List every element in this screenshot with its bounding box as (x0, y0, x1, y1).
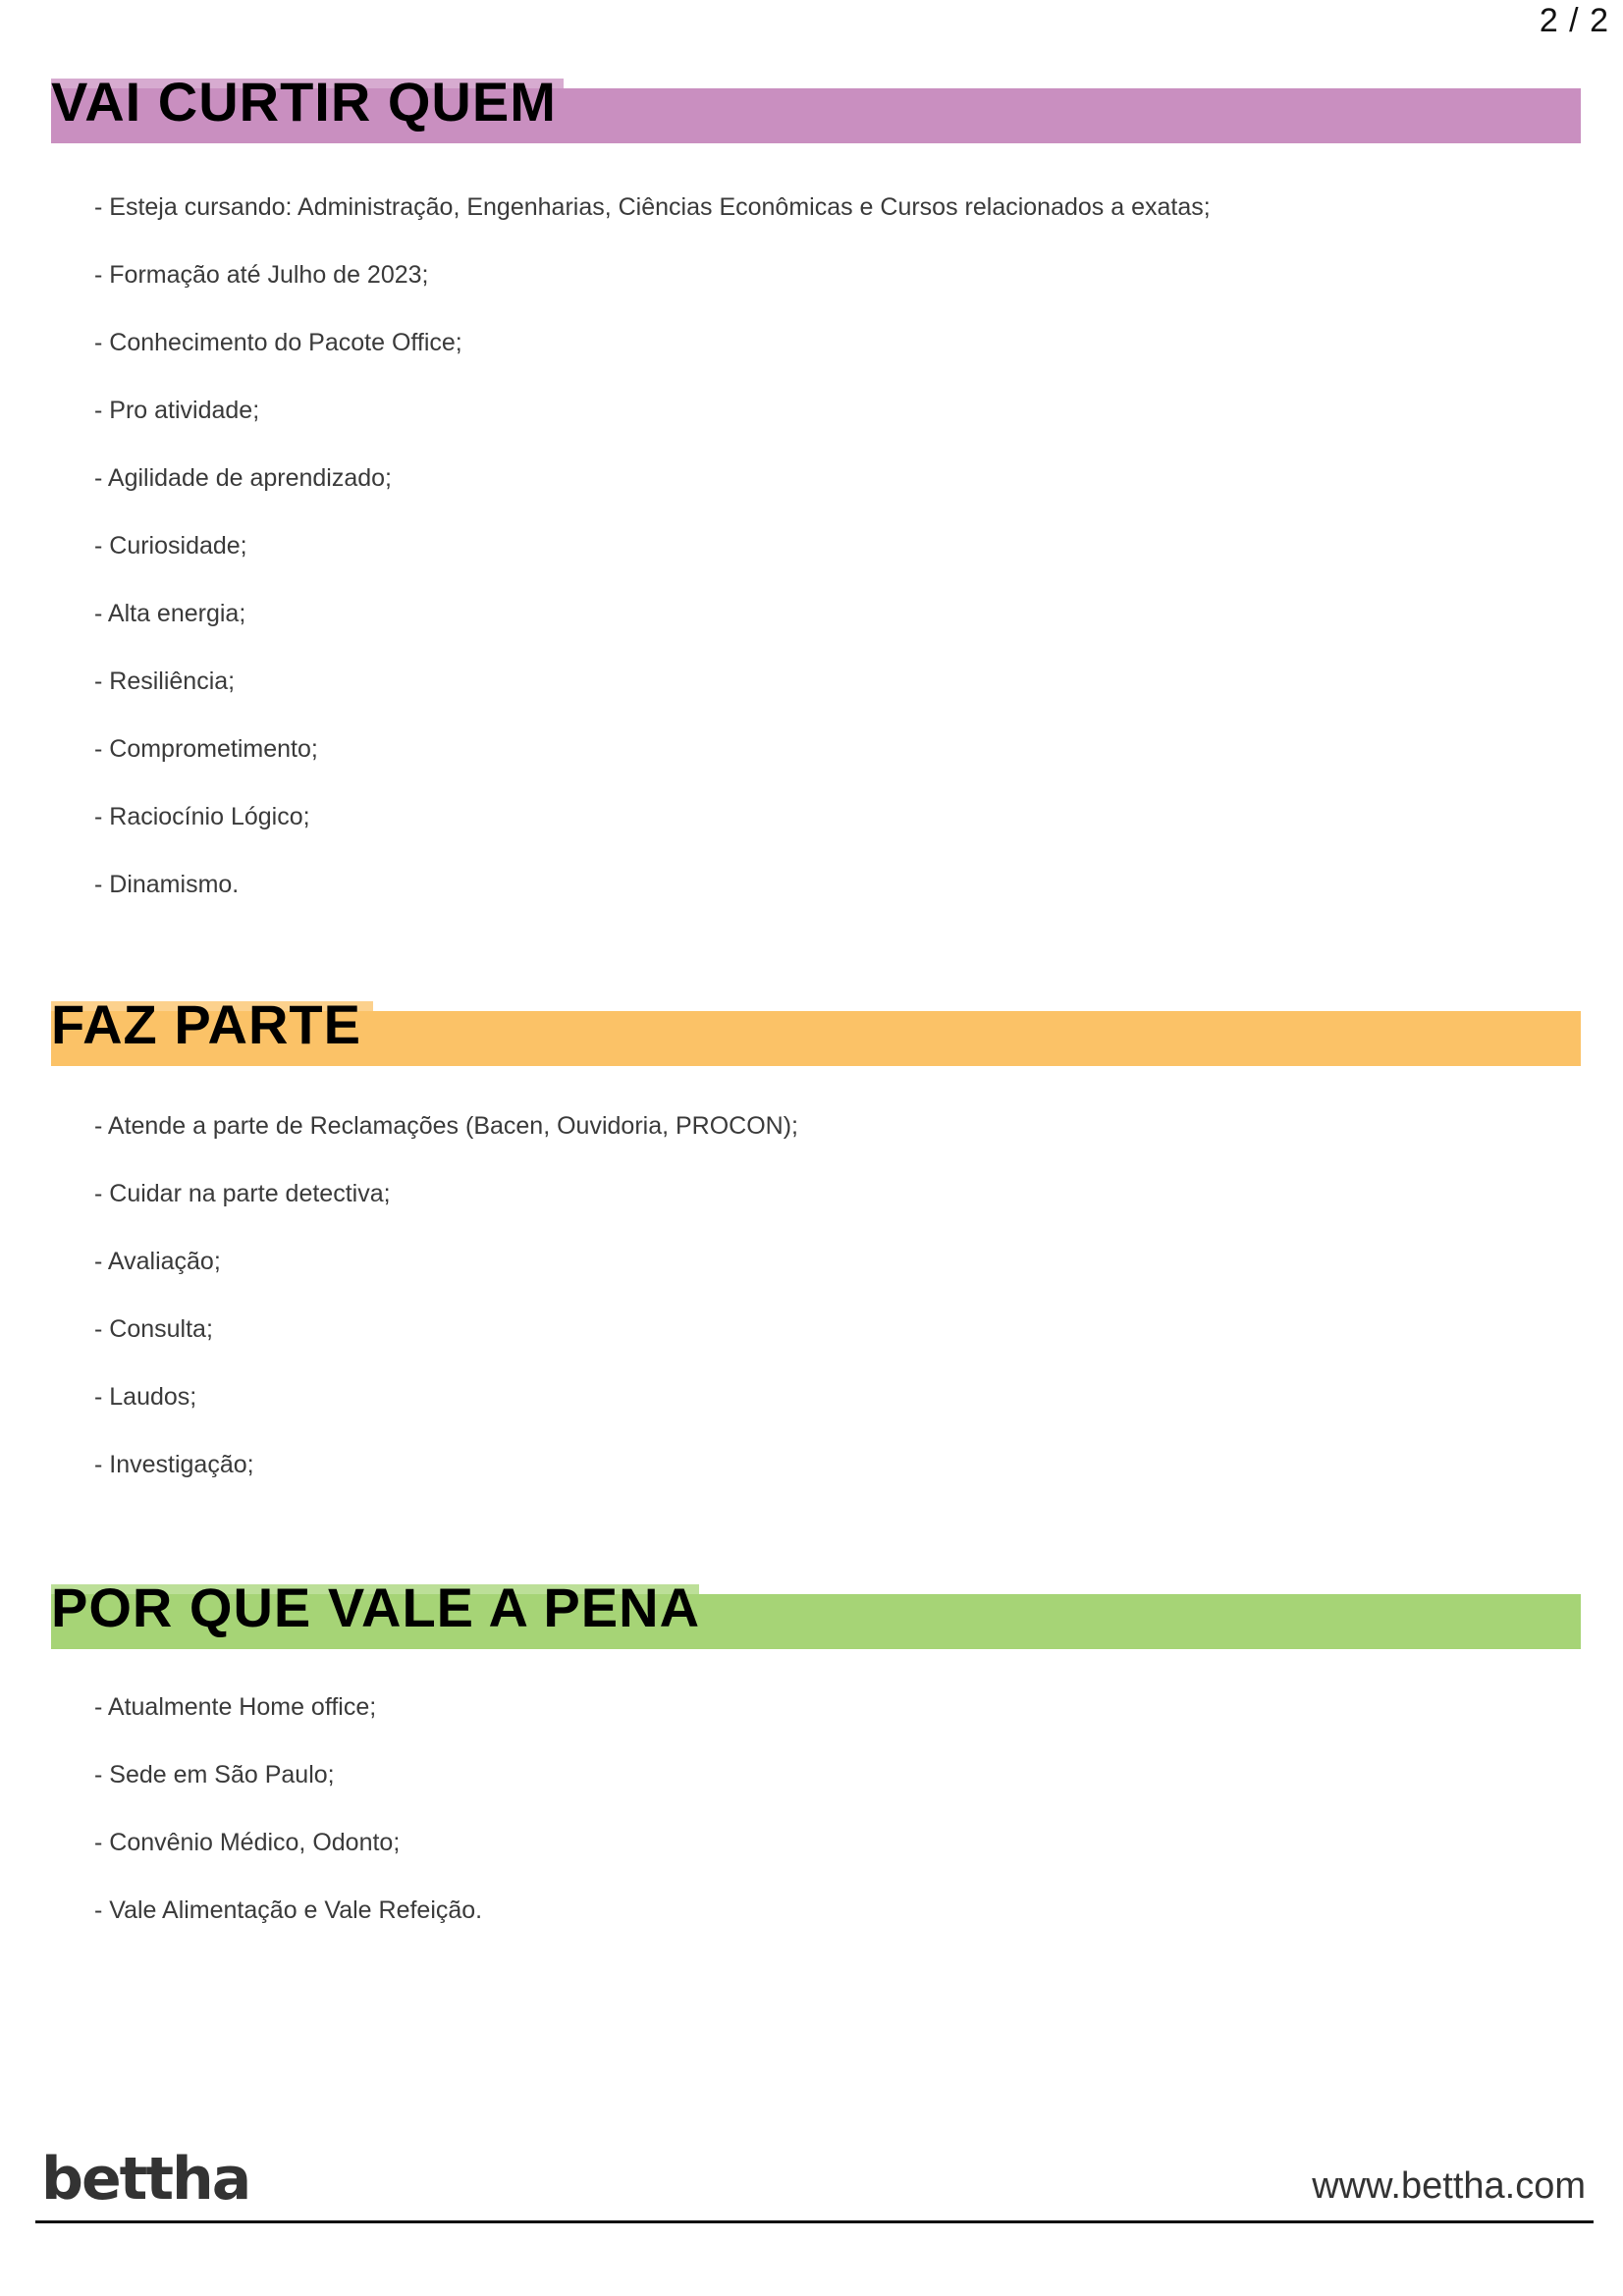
list-item: - Consulta; (94, 1315, 213, 1343)
list-item: - Curiosidade; (94, 532, 247, 560)
list-item: - Comprometimento; (94, 735, 318, 763)
page-number: 2 / 2 (1539, 2, 1609, 39)
list-item: - Agilidade de aprendizado; (94, 464, 393, 492)
section-title: VAI CURTIR QUEM (51, 71, 557, 133)
bettha-logo: bettha (41, 2145, 250, 2214)
list-item: - Esteja cursando: Administração, Engenharias, Ciências Econômicas e Cursos relacionados a exatas; (94, 193, 1211, 221)
section-header-por-que-vale-a-pena (51, 1527, 1581, 1649)
list-item: - Pro atividade; (94, 397, 260, 424)
footer-divider (35, 2220, 1594, 2223)
list-item: - Dinamismo. (94, 871, 240, 898)
list-item: - Laudos; (94, 1383, 197, 1411)
list-item: - Alta energia; (94, 600, 246, 627)
list-item: - Vale Alimentação e Vale Refeição. (94, 1896, 483, 1924)
list-item: - Atualmente Home office; (94, 1693, 377, 1721)
list-faz-parte (94, 1111, 798, 1518)
list-item: - Avaliação; (94, 1248, 221, 1275)
footer-url[interactable]: www.bettha.com (1312, 2165, 1586, 2207)
list-por-que-vale-a-pena (94, 1692, 482, 1963)
list-item: - Conhecimento do Pacote Office; (94, 329, 462, 356)
section-header-vai-curtir-quem (51, 22, 1581, 143)
list-item: - Formação até Julho de 2023; (94, 261, 429, 289)
list-item: - Convênio Médico, Odonto; (94, 1829, 401, 1856)
list-item: - Resiliência; (94, 667, 236, 695)
list-item: - Raciocínio Lógico; (94, 803, 310, 830)
section-title: POR QUE VALE A PENA (51, 1576, 701, 1638)
list-item: - Atende a parte de Reclamações (Bacen, Ouvidoria, PROCON); (94, 1112, 798, 1140)
list-item: - Cuidar na parte detectiva; (94, 1180, 391, 1207)
list-item: - Sede em São Paulo; (94, 1761, 335, 1789)
list-item: - Investigação; (94, 1451, 254, 1478)
list-vai-curtir-quem (94, 192, 1211, 937)
section-title: FAZ PARTE (51, 993, 361, 1055)
section-header-faz-parte (51, 944, 1581, 1066)
